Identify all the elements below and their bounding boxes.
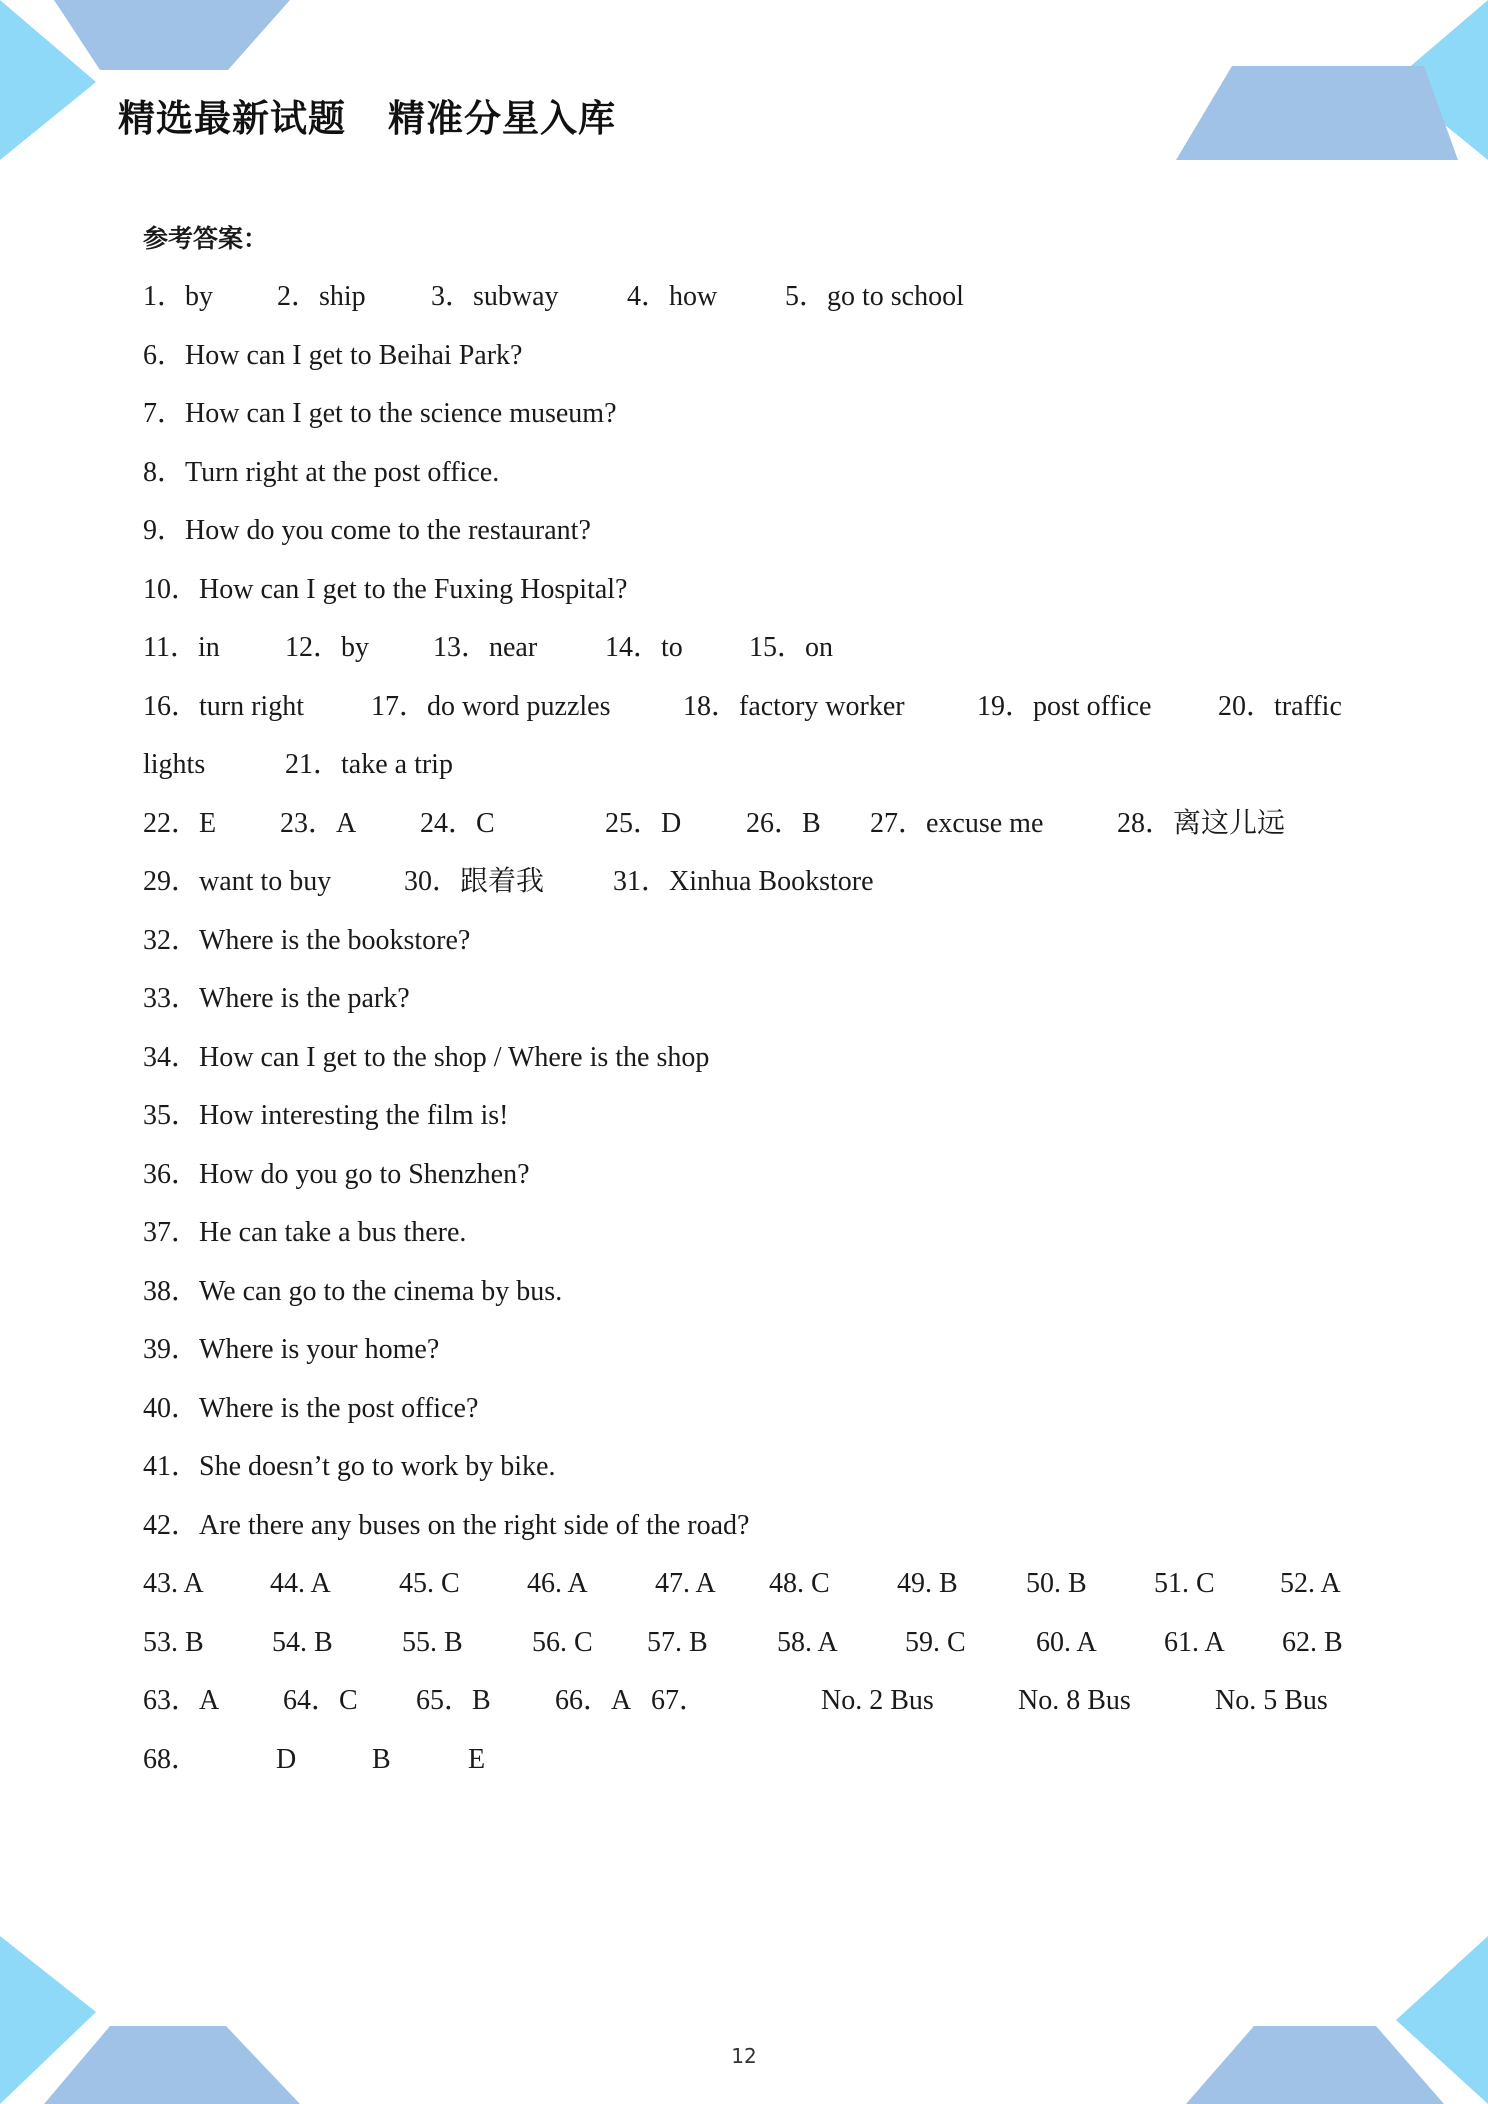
answer-line xyxy=(143,853,1383,912)
answer-line xyxy=(143,1497,1383,1556)
answer-item: 27．excuse me xyxy=(870,807,1044,839)
answer-line xyxy=(143,1380,1383,1439)
answer-item: 53. B xyxy=(143,1626,204,1658)
answer-item: E xyxy=(468,1743,486,1775)
answer-line xyxy=(143,1614,1383,1673)
answer-line xyxy=(143,1087,1383,1146)
answer-item: 22．E xyxy=(143,807,217,839)
answer-item: 25．D xyxy=(605,807,682,839)
answer-item: 35．How interesting the film is! xyxy=(143,1100,509,1131)
answer-item: 65．B xyxy=(416,1685,491,1716)
answer-line xyxy=(143,678,1383,737)
answer-item: 13．near xyxy=(433,632,538,663)
answer-item: 19．post office xyxy=(977,690,1152,722)
answer-line xyxy=(143,1146,1383,1205)
answer-item: 37．He can take a bus there. xyxy=(143,1217,467,1248)
answer-item: 42．Are there any buses on the right side of the road? xyxy=(143,1509,750,1541)
answer-item: 55. B xyxy=(402,1626,463,1658)
top-right-trapezoid xyxy=(1176,66,1458,160)
answer-line xyxy=(143,1204,1383,1263)
answer-item: 38．We can go to the cinema by bus. xyxy=(143,1275,563,1307)
answer-item: 60. A xyxy=(1036,1626,1097,1658)
answer-item: 6．How can I get to Beihai Park? xyxy=(143,339,523,371)
answer-item: 10．How can I get to the Fuxing Hospital? xyxy=(143,573,628,605)
answer-item: 49. B xyxy=(897,1568,958,1599)
answer-item: 67． xyxy=(651,1685,708,1716)
answer-key-heading: 参考答案： xyxy=(143,224,269,253)
answer-item: 26．B xyxy=(746,807,821,839)
answer-item: 34．How can I get to the shop / Where is the shop xyxy=(143,1041,710,1073)
answer-item: 51. C xyxy=(1154,1568,1215,1599)
answer-line xyxy=(143,619,1383,678)
answer-item: 62. B xyxy=(1282,1626,1343,1658)
answer-item: 45. C xyxy=(399,1568,460,1599)
answer-line xyxy=(143,502,1383,561)
answer-item: 50. B xyxy=(1026,1568,1087,1599)
answer-item: 57. B xyxy=(647,1626,708,1658)
answer-item: 64．C xyxy=(283,1685,358,1716)
answer-item: 23．A xyxy=(280,807,357,839)
answer-item: 28．离这儿远 xyxy=(1117,807,1286,839)
page-number: 12 xyxy=(731,2044,757,2068)
answer-item: lights xyxy=(143,749,206,780)
answer-item: 15．on xyxy=(749,632,834,663)
answer-item: 47. A xyxy=(655,1568,716,1599)
answer-item: 1．by xyxy=(143,281,214,312)
answer-item: D xyxy=(276,1743,297,1775)
answer-line xyxy=(143,795,1383,854)
answer-item: 8．Turn right at the post office. xyxy=(143,456,500,488)
answer-line xyxy=(143,1672,1383,1731)
answer-line xyxy=(143,1029,1383,1088)
answer-line xyxy=(143,970,1383,1029)
answer-line xyxy=(143,1438,1383,1497)
answer-item: 44. A xyxy=(270,1568,331,1599)
answer-line xyxy=(143,1555,1383,1614)
answer-item: 48. C xyxy=(769,1568,830,1599)
answer-item: 32．Where is the bookstore? xyxy=(143,924,471,956)
answer-item: 5．go to school xyxy=(785,281,964,312)
answer-item: 31．Xinhua Bookstore xyxy=(613,866,874,897)
answer-item: 9．How do you come to the restaurant? xyxy=(143,515,591,546)
answer-item: 52. A xyxy=(1280,1568,1341,1599)
answer-item: 33．Where is the park? xyxy=(143,983,410,1014)
answer-item: 18．factory worker xyxy=(683,690,905,722)
answer-line xyxy=(143,1263,1383,1322)
answer-item: 20．traffic xyxy=(1218,690,1342,722)
answer-item: 58. A xyxy=(777,1626,838,1658)
answer-item: 63．A xyxy=(143,1685,220,1716)
header-title-part2: 精准分星入库 xyxy=(388,97,616,140)
answer-item: 2．ship xyxy=(277,281,366,312)
header-title-part1: 精选最新试题 xyxy=(118,97,346,140)
answer-item: 7．How can I get to the science museum? xyxy=(143,398,617,429)
answer-line xyxy=(143,327,1383,386)
answer-item: No. 5 Bus xyxy=(1215,1685,1328,1716)
answer-item: 54. B xyxy=(272,1626,333,1658)
answer-line xyxy=(143,736,1383,795)
answer-item: 59. C xyxy=(905,1626,966,1658)
answer-item: No. 2 Bus xyxy=(821,1685,934,1716)
answer-item: 11．in xyxy=(143,632,220,663)
answer-item: 56. C xyxy=(532,1626,593,1658)
answer-line xyxy=(143,561,1383,620)
answer-item: 39．Where is your home? xyxy=(143,1334,440,1365)
answer-item: 29．want to buy xyxy=(143,866,332,897)
answer-line xyxy=(143,1321,1383,1380)
answer-key xyxy=(143,210,1383,1789)
answer-line xyxy=(143,444,1383,503)
top-left-trapezoid xyxy=(54,0,290,70)
answer-item: 3．subway xyxy=(431,281,559,312)
answer-item: 68． xyxy=(143,1743,200,1775)
answer-item: 46. A xyxy=(527,1568,588,1599)
answer-item: 43. A xyxy=(143,1568,204,1599)
answer-item: No. 8 Bus xyxy=(1018,1685,1131,1716)
answer-item: 4．how xyxy=(627,281,718,312)
answer-item: 16．turn right xyxy=(143,690,304,722)
answer-item: B xyxy=(372,1743,391,1775)
answer-item: 12．by xyxy=(285,632,370,663)
answer-item: 24．C xyxy=(420,807,495,839)
answer-item: 66．A xyxy=(555,1685,632,1716)
answer-item: 21．take a trip xyxy=(285,749,453,780)
answer-item: 14．to xyxy=(605,632,683,663)
answer-line xyxy=(143,1731,1383,1790)
answer-item: 30．跟着我 xyxy=(404,866,545,897)
answer-line xyxy=(143,268,1383,327)
answer-item: 40．Where is the post office? xyxy=(143,1392,479,1424)
answer-item: 36．How do you go to Shenzhen? xyxy=(143,1158,530,1190)
answer-item: 41．She doesn’t go to work by bike. xyxy=(143,1451,556,1482)
answer-item: 17．do word puzzles xyxy=(371,690,611,722)
answer-item: 61. A xyxy=(1164,1626,1225,1658)
header-title xyxy=(118,88,616,142)
answer-line xyxy=(143,912,1383,971)
answer-line xyxy=(143,385,1383,444)
answer-lines xyxy=(143,268,1383,1789)
